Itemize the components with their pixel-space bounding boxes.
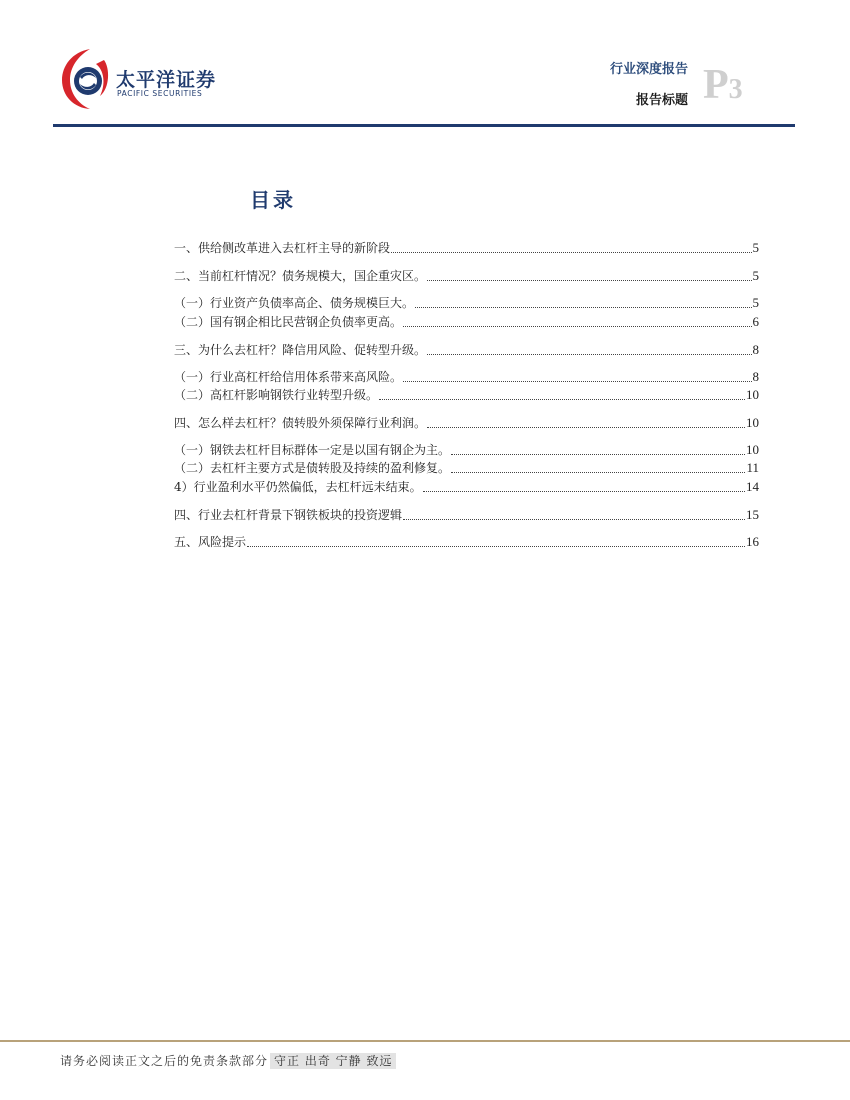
dot-leader bbox=[379, 399, 745, 400]
toc-entry-label: 五、风险提示 bbox=[174, 535, 247, 549]
toc-entry-page: 6 bbox=[752, 314, 759, 329]
dot-leader bbox=[427, 427, 745, 428]
toc-entry-label: 三、为什么去杠杆？降信用风险、促转型升级。 bbox=[174, 343, 427, 357]
dot-leader bbox=[403, 519, 745, 520]
toc-entry[interactable] bbox=[174, 238, 759, 256]
dot-leader bbox=[451, 454, 745, 455]
page-number-digit: 3 bbox=[728, 74, 743, 105]
toc-entry-page: 16 bbox=[746, 534, 759, 549]
dot-leader bbox=[415, 307, 751, 308]
brand-name-english: PACIFIC SECURITIES bbox=[117, 89, 203, 98]
dot-leader bbox=[451, 472, 745, 473]
dot-leader bbox=[403, 381, 751, 382]
toc-entry-label: （一）行业高杠杆给信用体系带来高风险。 bbox=[174, 370, 403, 384]
toc-entry[interactable] bbox=[174, 385, 759, 403]
toc-entry-label: 二、当前杠杆情况？债务规模大，国企重灾区。 bbox=[174, 269, 427, 283]
toc-entry[interactable] bbox=[174, 413, 759, 431]
dot-leader bbox=[423, 491, 745, 492]
dot-leader bbox=[247, 546, 745, 547]
toc-entry-page: 5 bbox=[752, 295, 759, 310]
toc-entry-label: （二）高杠杆影响钢铁行业转型升级。 bbox=[174, 388, 379, 402]
toc-entry-page: 15 bbox=[746, 507, 759, 522]
toc-entry-label: 4）行业盈利水平仍然偏低，去杠杆远未结束。 bbox=[174, 480, 422, 494]
toc-entry[interactable] bbox=[174, 293, 759, 311]
toc-entry-label: 一、供给侧改革进入去杠杆主导的新阶段 bbox=[174, 241, 391, 255]
toc-entry-page: 11 bbox=[746, 460, 759, 475]
report-category: 行业深度报告 bbox=[609, 62, 688, 77]
toc-entry[interactable] bbox=[174, 477, 759, 495]
toc-entry[interactable] bbox=[174, 312, 759, 330]
toc-entry-page: 14 bbox=[746, 479, 759, 494]
toc-entry-page: 8 bbox=[752, 369, 759, 384]
footer-disclaimer: 请务必阅读正文之后的免责条款部分 bbox=[60, 1054, 269, 1068]
toc-entry[interactable] bbox=[174, 440, 759, 458]
dot-leader bbox=[391, 252, 751, 253]
report-title: 报告标题 bbox=[635, 93, 688, 108]
toc-entry[interactable] bbox=[174, 458, 759, 476]
footer bbox=[60, 1052, 396, 1069]
page-letter: P bbox=[703, 62, 729, 108]
toc-entry[interactable] bbox=[174, 532, 759, 550]
header-divider bbox=[53, 124, 795, 127]
toc-entry-page: 8 bbox=[752, 342, 759, 357]
dot-leader bbox=[403, 326, 751, 327]
footer-motto: 守正 出奇 宁静 致远 bbox=[270, 1053, 396, 1069]
toc-entry-page: 10 bbox=[746, 387, 759, 402]
footer-divider bbox=[0, 1040, 850, 1042]
toc-entry[interactable] bbox=[174, 505, 759, 523]
toc-entry-label: 四、怎么样去杠杆？债转股外须保障行业利润。 bbox=[174, 416, 427, 430]
toc-entry-label: （一）行业资产负债率高企、债务规模巨大。 bbox=[174, 296, 415, 310]
toc-entry-label: （一）钢铁去杠杆目标群体一定是以国有钢企为主。 bbox=[174, 443, 451, 457]
toc-entry-label: （二）去杠杆主要方式是债转股及持续的盈利修复。 bbox=[174, 461, 451, 475]
company-logo bbox=[60, 46, 230, 112]
dot-leader bbox=[427, 354, 751, 355]
brand-name-chinese: 太平洋证券 bbox=[116, 69, 217, 91]
toc-entry[interactable] bbox=[174, 367, 759, 385]
page-number bbox=[703, 64, 743, 106]
toc-entry[interactable] bbox=[174, 340, 759, 358]
toc-entry-label: 四、行业去杠杆背景下钢铁板块的投资逻辑 bbox=[174, 508, 403, 522]
toc-entry-page: 10 bbox=[746, 415, 759, 430]
toc-heading: 目录 bbox=[250, 188, 296, 212]
dot-leader bbox=[427, 280, 751, 281]
toc-entry-label: （二）国有钢企相比民营钢企负债率更高。 bbox=[174, 315, 403, 329]
toc-entry-page: 5 bbox=[752, 240, 759, 255]
toc-entry-page: 5 bbox=[752, 268, 759, 283]
logo-emblem-icon bbox=[60, 46, 112, 112]
toc-entry-page: 10 bbox=[746, 442, 759, 457]
toc-entry[interactable] bbox=[174, 266, 759, 284]
